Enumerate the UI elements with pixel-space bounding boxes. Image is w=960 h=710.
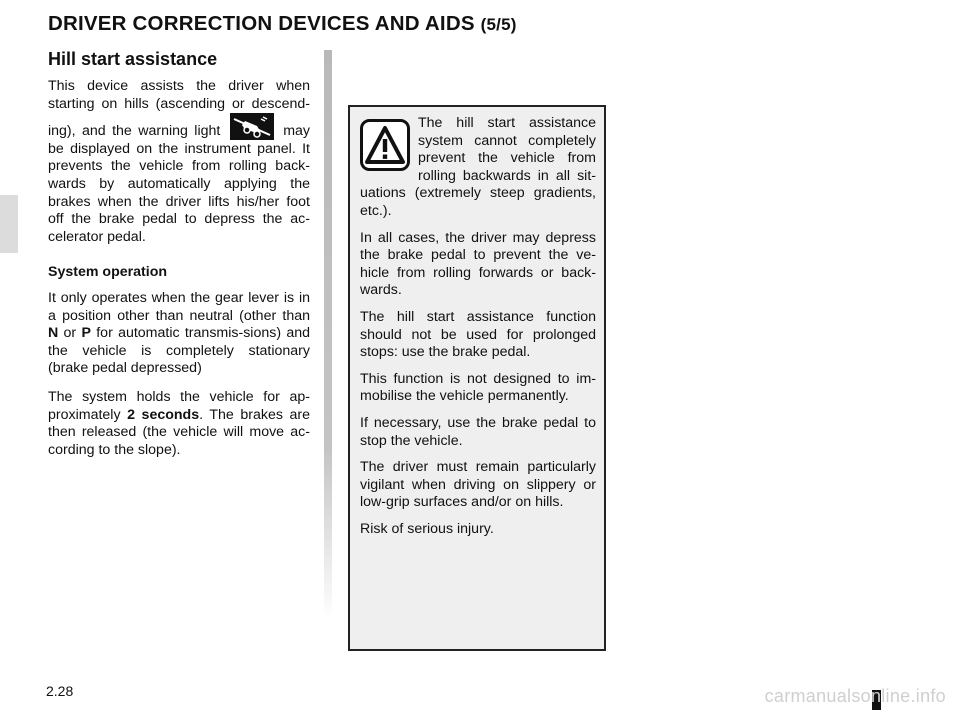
- warning-icon-frame: [360, 119, 410, 171]
- warning-paragraph: This function is not designed to im-mobilise the vehicle permanently.: [360, 370, 596, 405]
- warning-paragraph: The driver must remain particularly vigilant when driving on slippery or low-grip surfaces and/or on hills.: [360, 459, 596, 511]
- intro-paragraph: [48, 78, 310, 246]
- gear-p-label: P: [81, 325, 91, 342]
- page-title-text: DRIVER CORRECTION DEVICES AND AIDS: [48, 12, 475, 35]
- watermark: carmanualsonline.info: [764, 686, 946, 706]
- warning-paragraph: In all cases, the driver may depress the brake pedal to prevent the ve-hicle from rolling forwards or back-wards.: [360, 229, 596, 299]
- operation-paragraph: [48, 290, 310, 378]
- warning-paragraph: If necessary, use the brake pedal to stop the vehicle.: [360, 414, 596, 449]
- warning-box: [348, 105, 606, 651]
- hold-duration: 2 seconds: [127, 406, 200, 423]
- word-or: or: [63, 325, 77, 342]
- warning-paragraph: The hill start assistance system cannot completely prevent the vehicle from rolling backwards in all sit-uations (extremely steep gradients, etc.).: [360, 115, 596, 219]
- intro-text-after-icon: may be displayed on the instrument panel. It prevents the vehicle from rolling back-wards by automatically applying the brakes when the driver lifts his/her foot off the brake pedal to depress the ac-celerator pedal.: [48, 123, 310, 245]
- chapter-tab-marker: [0, 195, 18, 253]
- hill-start-warning-light-icon: [230, 113, 274, 140]
- page-title: [48, 12, 517, 36]
- hold-text-after: . The brakes are then released (the vehicle will move ac-cording to the slope).: [48, 406, 310, 458]
- warning-paragraph: The hill start assistance function should not be used for prolonged stops: use the brake pedal.: [360, 308, 596, 361]
- warning-triangle-icon: [360, 119, 410, 171]
- left-column: [48, 48, 310, 470]
- hold-duration-paragraph: [48, 389, 310, 459]
- section-title: Hill start assistance: [48, 49, 218, 69]
- column-divider-bar: [324, 50, 332, 620]
- subheading-system-operation: System operation: [48, 264, 168, 281]
- hold-text-before: The system holds the vehicle for ap-proximately: [48, 388, 310, 423]
- intro-text-before-icon: This device assists the driver when starting on hills (ascending or descend-ing), and the warning light: [48, 78, 310, 140]
- operation-text-before-n: It only operates when the gear lever is in a position other than neutral (other than: [48, 289, 310, 324]
- page-number: 2.28: [46, 683, 74, 699]
- page-part-indicator: (5/5): [480, 15, 517, 34]
- operation-text-after-p: for automatic transmis-sions) and the vehicle is completely stationary (brake pedal depressed): [48, 325, 310, 377]
- warning-paragraph: Risk of serious injury.: [360, 520, 494, 537]
- gear-n-label: N: [48, 325, 59, 342]
